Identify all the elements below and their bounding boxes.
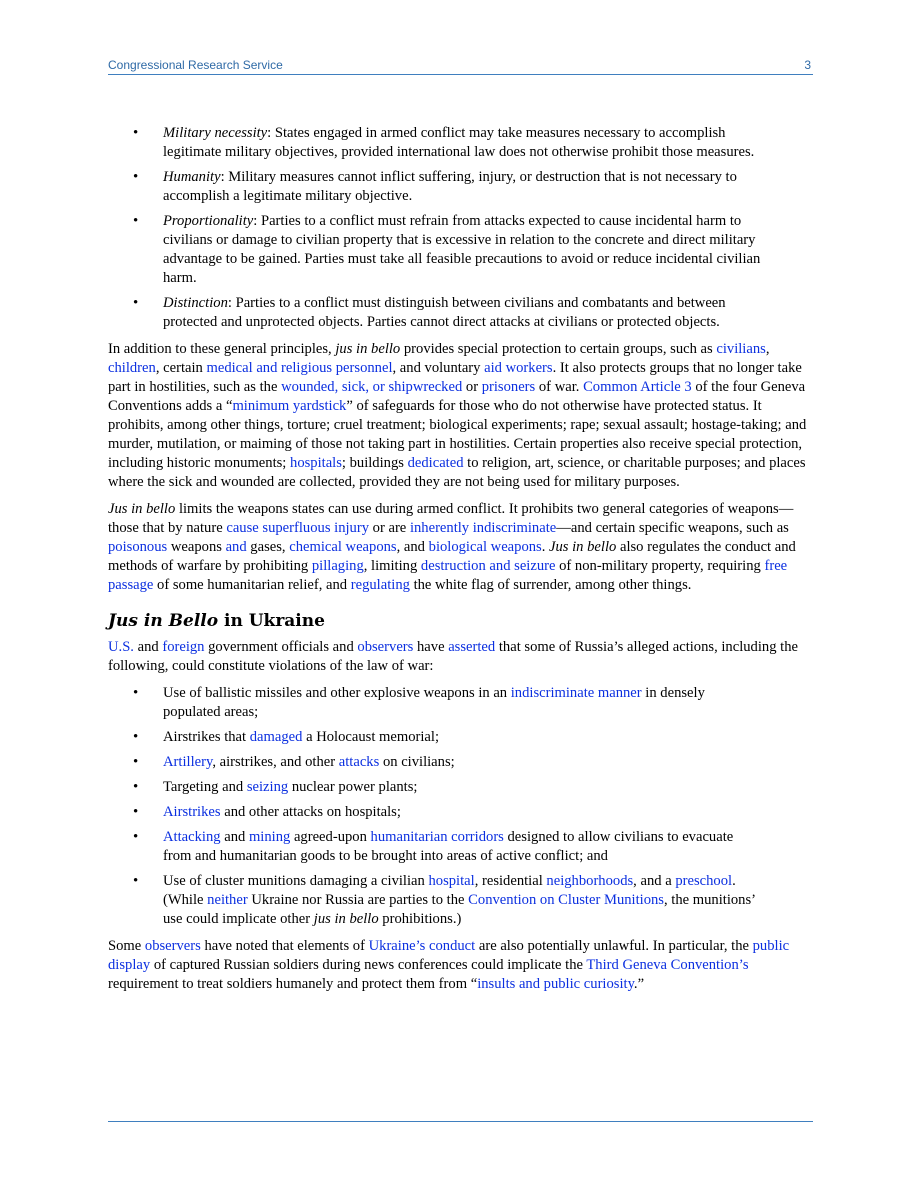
text: on civilians;	[379, 754, 455, 770]
text: or are	[369, 520, 410, 536]
text: to religion, art, science, or charitable purposes; and places where the sick and wounded are collected, provided they are not being used for military purposes.	[108, 455, 806, 490]
text: Some	[108, 938, 145, 954]
list-item	[108, 728, 814, 747]
link-foreign[interactable]: foreign	[162, 639, 205, 655]
link-dedicated[interactable]: dedicated	[407, 455, 464, 471]
text: Airstrikes that	[163, 729, 250, 745]
list-item	[108, 803, 814, 822]
text: government officials and	[204, 639, 358, 655]
link-airstrikes[interactable]: Airstrikes	[163, 804, 221, 820]
text: or	[462, 379, 482, 395]
link-observers-2[interactable]: observers	[144, 938, 201, 954]
heading-text: in Ukraine	[218, 611, 325, 631]
text: .	[541, 539, 550, 555]
principle-text: : Military measures cannot inflict suffering, injury, or destruction that is not necessary to accomplish a legitimate military objective.	[163, 169, 737, 204]
violations-list	[108, 684, 814, 929]
link-civilians[interactable]: civilians	[716, 341, 766, 357]
text: are also potentially unlawful. In particular, the	[475, 938, 753, 954]
link-asserted[interactable]: asserted	[448, 639, 496, 655]
text: Targeting and	[163, 779, 247, 795]
text: of non-military property, requiring	[555, 558, 765, 574]
principle-text: : Parties to a conflict must distinguish between civilians and combatants and between protected and unprotected objects. Parties cannot direct attacks at civilians or protected objects.	[163, 295, 726, 330]
italic-term: jus in bello	[313, 911, 379, 927]
paragraph-ukraine-conduct	[108, 937, 814, 994]
list-item	[108, 828, 814, 866]
heading-italic: Jus in Bello	[108, 611, 219, 631]
text: and other attacks on hospitals;	[220, 804, 401, 820]
link-indiscriminate-manner[interactable]: indiscriminate manner	[510, 685, 642, 701]
list-item	[108, 124, 814, 162]
list-item	[108, 753, 814, 772]
text: and	[220, 829, 249, 845]
section-heading	[108, 610, 814, 632]
link-common-article-3[interactable]: Common Article 3	[583, 379, 692, 395]
link-humanitarian-corridors[interactable]: humanitarian corridors	[370, 829, 504, 845]
text: and	[133, 639, 163, 655]
link-seizing[interactable]: seizing	[246, 779, 289, 795]
text: ; buildings	[341, 455, 408, 471]
principle-term: Humanity	[163, 169, 221, 185]
document-body	[108, 124, 814, 1002]
principle-text: : Parties to a conflict must refrain from attacks expected to cause incidental harm to civilians or damage to civilian property that is excessive in relation to the concrete and direct military advantage to be gained. Parties must take all feasible precautions to avoid or reduce incidental civilian harm.	[163, 213, 761, 286]
text: of captured Russian soldiers during news conferences could implicate the	[150, 957, 587, 973]
text: of war.	[535, 379, 584, 395]
text: a Holocaust memorial;	[302, 729, 440, 745]
text: In addition to these general principles,	[108, 341, 336, 357]
paragraph-ukraine-intro	[108, 638, 814, 676]
link-chemical-weapons[interactable]: chemical weapons	[289, 539, 397, 555]
italic-term: Jus in bello	[108, 501, 176, 517]
text: the white flag of surrender, among other things.	[409, 577, 692, 593]
link-prisoners[interactable]: prisoners	[481, 379, 536, 395]
link-wounded-sick-shipwrecked[interactable]: wounded, sick, or shipwrecked	[281, 379, 463, 395]
link-neighborhoods[interactable]: neighborhoods	[546, 873, 634, 889]
text: nuclear power plants;	[288, 779, 418, 795]
list-item	[108, 168, 814, 206]
link-destruction-and-seizure[interactable]: destruction and seizure	[420, 558, 556, 574]
text: that some of Russia’s alleged actions, including the following, could constitute violations of the law of war:	[108, 639, 798, 674]
italic-term: jus in bello	[335, 341, 401, 357]
text: . (While	[163, 873, 736, 908]
link-and-gases[interactable]: and	[225, 539, 247, 555]
text: requirement to treat soldiers humanely and protect them from “	[108, 976, 478, 992]
text: , and a	[633, 873, 676, 889]
text: , airstrikes, and other	[212, 754, 339, 770]
text: ” of safeguards for those who do not otherwise have protected status. It prohibits, among other things, torture; cruel treatment; biological experiments; rape; sexual assault; hostage-taking; and murder, mutilation, or maiming of those not taking part in hostilities. Certain properties also receive special protection, including historic monuments;	[108, 398, 807, 471]
link-artillery[interactable]: Artillery	[163, 754, 213, 770]
text: . It also protects groups that no longer take part in hostilities, such as the	[108, 360, 802, 395]
principle-term: Proportionality	[163, 213, 254, 229]
link-neither[interactable]: neither	[207, 892, 248, 908]
list-item	[108, 872, 814, 929]
link-insults-public-curiosity[interactable]: insults and public curiosity	[477, 976, 634, 992]
text: Ukraine nor Russia are parties to the	[247, 892, 469, 908]
text: , and	[396, 539, 429, 555]
text: , limiting	[363, 558, 421, 574]
text: weapons	[167, 539, 226, 555]
text: , the munitions’ use could implicate other	[163, 892, 755, 927]
paragraph-special-protection	[108, 340, 814, 492]
page-number: 3	[804, 58, 811, 72]
text: have noted that elements of	[200, 938, 369, 954]
text: , and voluntary	[392, 360, 485, 376]
link-ukraines-conduct[interactable]: Ukraine’s conduct	[368, 938, 476, 954]
text: in densely populated areas;	[163, 685, 705, 720]
link-superfluous-injury[interactable]: cause superfluous injury	[226, 520, 370, 536]
list-item	[108, 684, 814, 722]
text: designed to allow civilians to evacuate from and humanitarian goods to be brought into areas of active conflict; and	[163, 829, 734, 864]
principle-term: Military necessity	[163, 125, 268, 141]
link-medical-religious-personnel[interactable]: medical and religious personnel	[206, 360, 393, 376]
link-preschool[interactable]: preschool	[675, 873, 733, 889]
principles-list	[108, 124, 814, 332]
text: —and certain specific weapons, such as	[556, 520, 789, 536]
text: have	[413, 639, 449, 655]
text: of the four Geneva Conventions adds a “	[108, 379, 806, 414]
italic-term: Jus in bello	[549, 539, 617, 555]
link-hospital[interactable]: hospital	[428, 873, 475, 889]
link-poisonous[interactable]: poisonous	[108, 539, 168, 555]
link-aid-workers[interactable]: aid workers	[484, 360, 553, 376]
link-convention-cluster-munitions[interactable]: Convention on Cluster Munitions	[468, 892, 664, 908]
text: , certain	[155, 360, 207, 376]
text: Use of ballistic missiles and other explosive weapons in an	[163, 685, 511, 701]
page-header	[108, 58, 813, 75]
link-children[interactable]: children	[108, 360, 156, 376]
link-biological-weapons[interactable]: biological weapons	[428, 539, 542, 555]
list-item	[108, 294, 814, 332]
text: Use of cluster munitions damaging a civilian	[163, 873, 429, 889]
paragraph-weapons	[108, 500, 814, 595]
text: of some humanitarian relief, and	[153, 577, 351, 593]
text: .”	[633, 976, 645, 992]
link-regulating[interactable]: regulating	[350, 577, 410, 593]
link-minimum-yardstick[interactable]: minimum yardstick	[232, 398, 347, 414]
text: prohibitions.)	[378, 911, 462, 927]
link-inherently-indiscriminate[interactable]: inherently indiscriminate	[409, 520, 557, 536]
link-hospitals[interactable]: hospitals	[290, 455, 342, 471]
list-item	[108, 778, 814, 797]
text: also regulates the conduct and methods of warfare by prohibiting	[108, 539, 796, 574]
link-us[interactable]: U.S.	[108, 639, 134, 655]
text: , residential	[474, 873, 547, 889]
principle-text: : States engaged in armed conflict may take measures necessary to accomplish legitimate military objectives, provided international law does not otherwise prohibit those measures.	[163, 125, 755, 160]
link-damaged[interactable]: damaged	[249, 729, 303, 745]
link-mining[interactable]: mining	[248, 829, 291, 845]
header-title: Congressional Research Service	[108, 58, 283, 72]
link-public-display[interactable]: public display	[108, 938, 790, 973]
link-attacks[interactable]: attacks	[338, 754, 380, 770]
text: provides special protection to certain groups, such as	[400, 341, 717, 357]
text: gases,	[246, 539, 290, 555]
text: limits the weapons states can use during armed conflict. It prohibits two general categories of weapons—those that by nature	[108, 501, 794, 536]
footer-divider	[108, 1121, 813, 1122]
text: agreed-upon	[290, 829, 371, 845]
link-free-passage[interactable]: free passage	[108, 558, 788, 593]
list-item	[108, 212, 814, 288]
text: ,	[765, 341, 770, 357]
link-attacking[interactable]: Attacking	[163, 829, 221, 845]
link-third-geneva-convention[interactable]: Third Geneva Convention’s	[586, 957, 749, 973]
principle-term: Distinction	[163, 295, 228, 311]
link-pillaging[interactable]: pillaging	[311, 558, 364, 574]
link-observers[interactable]: observers	[357, 639, 414, 655]
